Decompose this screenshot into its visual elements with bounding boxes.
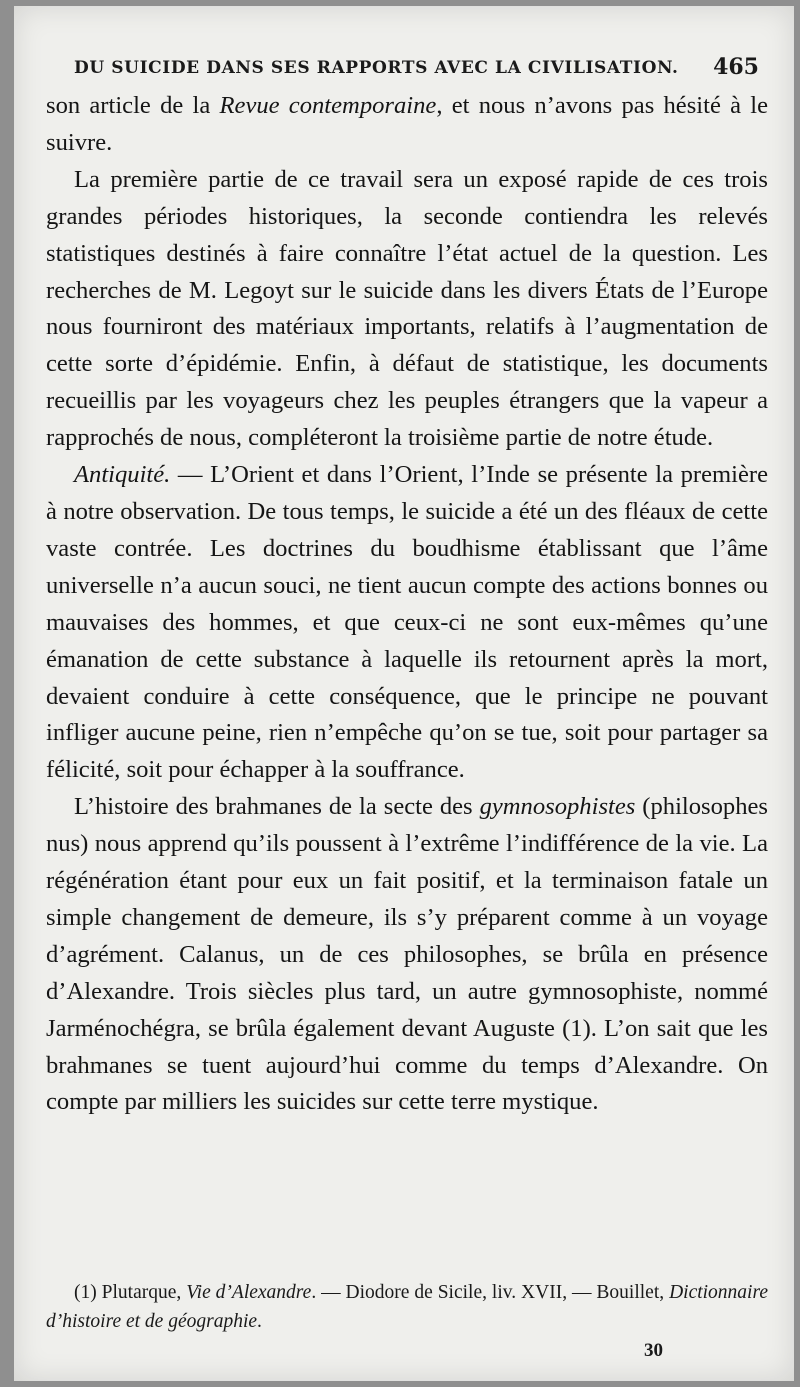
italic-text: Antiquité. bbox=[74, 461, 171, 489]
italic-text: Vie d’Alexandre bbox=[186, 1282, 312, 1303]
text-run: (philosophes nus) nous apprend qu’ils poussent à l’extrême l’indifférence de la vie. La régénération étant pour eux un fait positif, et la terminaison fatale un simple changement de demeure, ils s’y préparent comme à un voyage d’agrément. Calanus, un de ces philosophes, se brûla en présence d’Alexandre. Trois siècles plus tard, un autre gymnosophiste, nommé Jarménochégra, se brûla également devant Auguste (1). L’on sait que les brahmanes se tuent aujourd’hui comme du temps d’Alexandre. On compte par milliers les suicides sur cette terre mystique. bbox=[46, 793, 768, 1116]
text-run: , et nous n’avons pas hésité à le suivre. bbox=[46, 92, 768, 156]
italic-text: Dictionnaire d’histoire et de géographie bbox=[46, 1282, 768, 1332]
paragraph bbox=[46, 789, 768, 1121]
footnote bbox=[46, 1278, 768, 1336]
text-run: . bbox=[257, 1311, 262, 1332]
italic-text: gymnosophistes bbox=[479, 793, 636, 821]
running-head: DU SUICIDE DANS SES RAPPORTS AVEC LA CIVILISATION. bbox=[74, 58, 679, 78]
book-page bbox=[14, 6, 794, 1381]
paragraph bbox=[46, 457, 768, 789]
text-run: — L’Orient et dans l’Orient, l’Inde se présente la première à notre observation. De tous temps, le suicide a été un des fléaux de cette vaste contrée. Les doctrines du boudhisme établissant que l’âme universelle n’a aucun souci, ne tient aucun compte des actions bonnes ou mauvaises des hommes, et que ceux-ci ne sont eux-mêmes qu’une émanation de cette substance à laquelle ils retournent après la mort, devaient conduire à cette conséquence, que le principe ne pouvant infliger aucune peine, rien n’empêche qu’on se tue, soit pour partager sa félicité, soit pour échapper à la souffrance. bbox=[46, 461, 768, 784]
page-number: 465 bbox=[713, 54, 759, 80]
body-text bbox=[46, 88, 768, 1121]
page-header bbox=[74, 54, 759, 84]
paragraph bbox=[46, 88, 768, 162]
text-run: son article de la bbox=[46, 92, 220, 119]
text-run: (1) Plutarque, bbox=[74, 1282, 187, 1303]
signature-mark: 30 bbox=[644, 1340, 663, 1361]
text-run: L’histoire des brahmanes de la secte des bbox=[74, 793, 480, 821]
italic-text: Revue contemporaine bbox=[219, 92, 437, 119]
text-run: La première partie de ce travail sera un exposé rapide de ces trois grandes périodes historiques, la seconde contiendra les relevés statistiques destinés à faire connaître l’état actuel de la question. Les recherches de M. Legoyt sur le suicide dans les divers États de l’Europe nous fourniront des matériaux importants, relatifs à l’augmentation de cette sorte d’épidémie. Enfin, à défaut de statistique, les documents recueillis par les voyageurs chez les peuples étrangers que la vapeur a rapprochés de nous, compléteront la troisième partie de notre étude. bbox=[46, 165, 768, 452]
paragraph bbox=[46, 162, 768, 457]
text-run: . — Diodore de Sicile, liv. XVII, — Bouillet, bbox=[311, 1282, 670, 1303]
footnotes bbox=[46, 1278, 768, 1336]
